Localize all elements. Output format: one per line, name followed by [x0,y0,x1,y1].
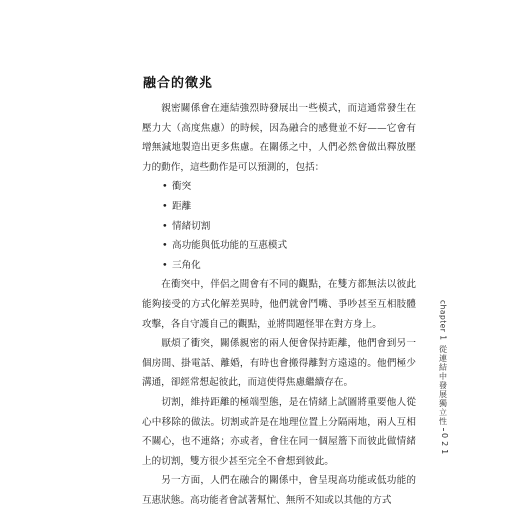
paragraph-5: 另一方面，人們在融合的關係中，會呈現高功能或低功能的互惠狀態。高功能者會試著幫忙、無所不知或以其他的方式 [142,475,416,506]
list-item [142,217,416,237]
paragraph-3: 厭煩了衝突，關係親密的兩人便會保持距離，他們會到另一個房間、掛電話、離婚，有時也會搬得離對方遠遠的。他們極少溝通，卻經常想起彼此，而這使得焦慮繼續存在。 [142,338,416,389]
list-item-label: 距離 [172,200,192,212]
bullet-icon: • [162,240,168,252]
list-item-label: 三角化 [172,259,201,271]
list-item [142,236,416,256]
bullet-icon: • [162,220,168,232]
bullet-icon: • [162,181,168,193]
bullet-icon: • [162,200,168,212]
divider [443,428,444,431]
list-item-label: 衝突 [172,181,192,193]
list-item-label: 情緒切割 [172,220,211,232]
list-item [142,256,416,276]
running-header [436,300,450,430]
page-number: 021 [440,433,449,458]
list-item [142,197,416,217]
chapter-title: 從連結中發展獨立性 [438,344,448,426]
section-heading: 融合的徵兆 [143,76,214,91]
paragraph-1: 親密關係會在連結強烈時發展出一些模式，而這通常發生在壓力大（高度焦慮）的時候，因為融合的感覺並不好——它會有增無減地製造出更多焦慮。在關係之中，人們必然會做出釋放壓力的動作，這些動作是可以預測的，包括： [142,103,416,173]
list-item-label: 高功能與低功能的互惠模式 [172,240,288,252]
list-item [142,177,416,197]
chapter-label: chapter 1 [438,300,448,341]
paragraph-4: 切割，維持距離的極端型態，是在情緒上試圖將重要他人從心中移除的做法。切割或許是在地理位置上分隔兩地，兩人互相不關心，也不連絡；亦或者，會住在同一個屋簷下而彼此做情緒上的切割，雙方很少甚至完全不會想到彼此。 [142,396,416,467]
paragraph-2: 在衝突中，伴侶之間會有不同的觀點，在雙方都無法以彼此能夠接受的方式化解差異時，他們就會鬥嘴、爭吵甚至互相肢體攻擊，各自守護自己的觀點，並將問題怪罪在對方身上。 [142,279,416,330]
body-text [142,99,416,510]
symptom-list [142,177,416,275]
bullet-icon: • [162,259,168,271]
